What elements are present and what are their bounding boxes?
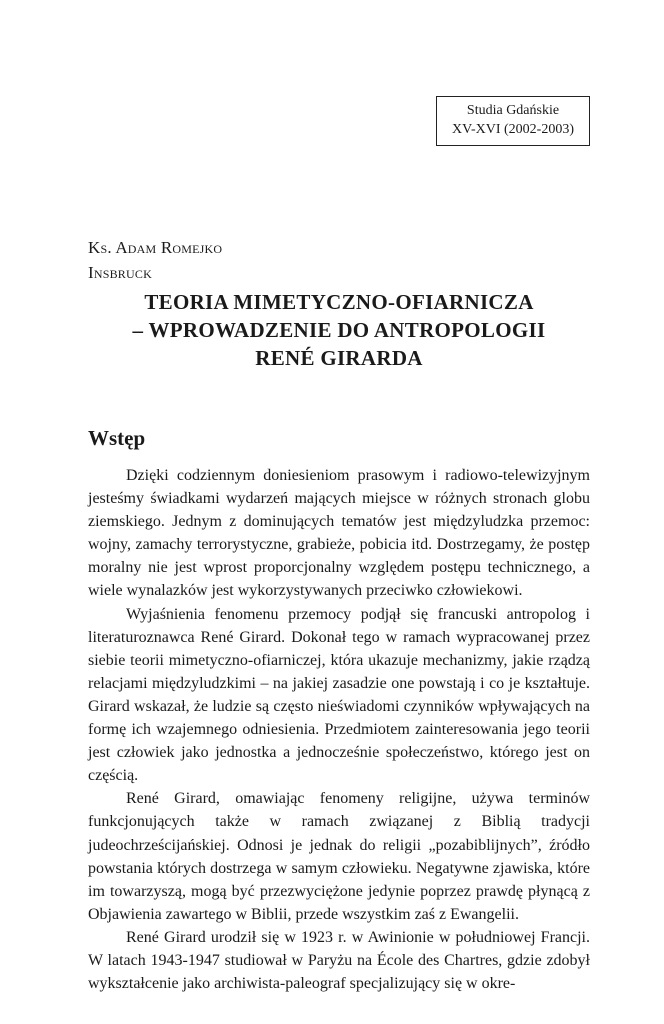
article-title: [88, 288, 590, 372]
author-block: [88, 235, 222, 285]
title-line-2: – WPROWADZENIE DO ANTROPOLOGII: [132, 318, 546, 342]
author-affiliation: Insbruck: [88, 263, 152, 282]
section-heading: Wstęp: [88, 426, 146, 450]
paragraph: Wyjaśnienia fenomenu przemocy podjął się francuski antropolog i literaturoznawca René Girard. Dokonał tego w ramach wypracowanej przez siebie teorii mimetyczno-ofiarniczej, która ukazuje mechanizmy, jakie rządzą relacjami międzyludzkimi – na jakiej zasadzie one powstają i co je kształtuje. Girard wskazał, że ludzie są często nieświadomi czynników wpływających na formę ich wzajemnego odniesienia. Przedmiotem zainteresowania jego teorii jest człowiek jako jednostka a jednocześnie społeczeństwo, którego jest on częścią.: [88, 605, 590, 785]
journal-name: Studia Gdańskie: [466, 103, 560, 118]
paragraph: René Girard, omawiając fenomeny religijne, używa terminów funkcjonujących także w ramach związanej z Biblią tradycji judeochrześcijańskiej. Odnosi je jednak do religii „pozabiblijnych”, źródło powstania których dostrzega w samym człowieku. Negatywne zjawiska, które im towarzyszą, mogą być przezwyciężone jedynie poprzez prawdę płynącą z Objawienia zawartego w Biblii, przede wszystkim zaś z Ewangelii.: [88, 790, 590, 923]
journal-volume: XV-XVI (2002-2003): [452, 122, 574, 137]
author-name: Ks. Adam Romejko: [88, 238, 223, 257]
title-line-3: RENÉ GIRARDA: [255, 346, 423, 370]
paragraph: Dzięki codziennym doniesieniom prasowym i radiowo-telewizyjnym jesteśmy świadkami wydarzeń mających miejsce w różnych stronach globu ziemskiego. Jednym z dominujących tematów jest międzyludzka przemoc: wojny, zamachy terrorystyczne, grabieże, pobicia itd. Dostrzegamy, że postęp moralny nie jest wprost proporcjonalny względem postępu technicznego, a wiele wynalazków jest wykorzystywanych przeciwko człowiekowi.: [88, 467, 590, 600]
journal-info-box: [436, 96, 590, 146]
paragraph: René Girard urodził się w 1923 r. w Awinionie w południowej Francji. W latach 1943-1947 studiował w Paryżu na École des Chartres, gdzie zdobył wykształcenie jako archiwista-paleograf specjalizujący się w okre-: [88, 928, 590, 993]
body-text: [88, 464, 590, 995]
title-line-1: TEORIA MIMETYCZNO-OFIARNICZA: [144, 290, 534, 314]
